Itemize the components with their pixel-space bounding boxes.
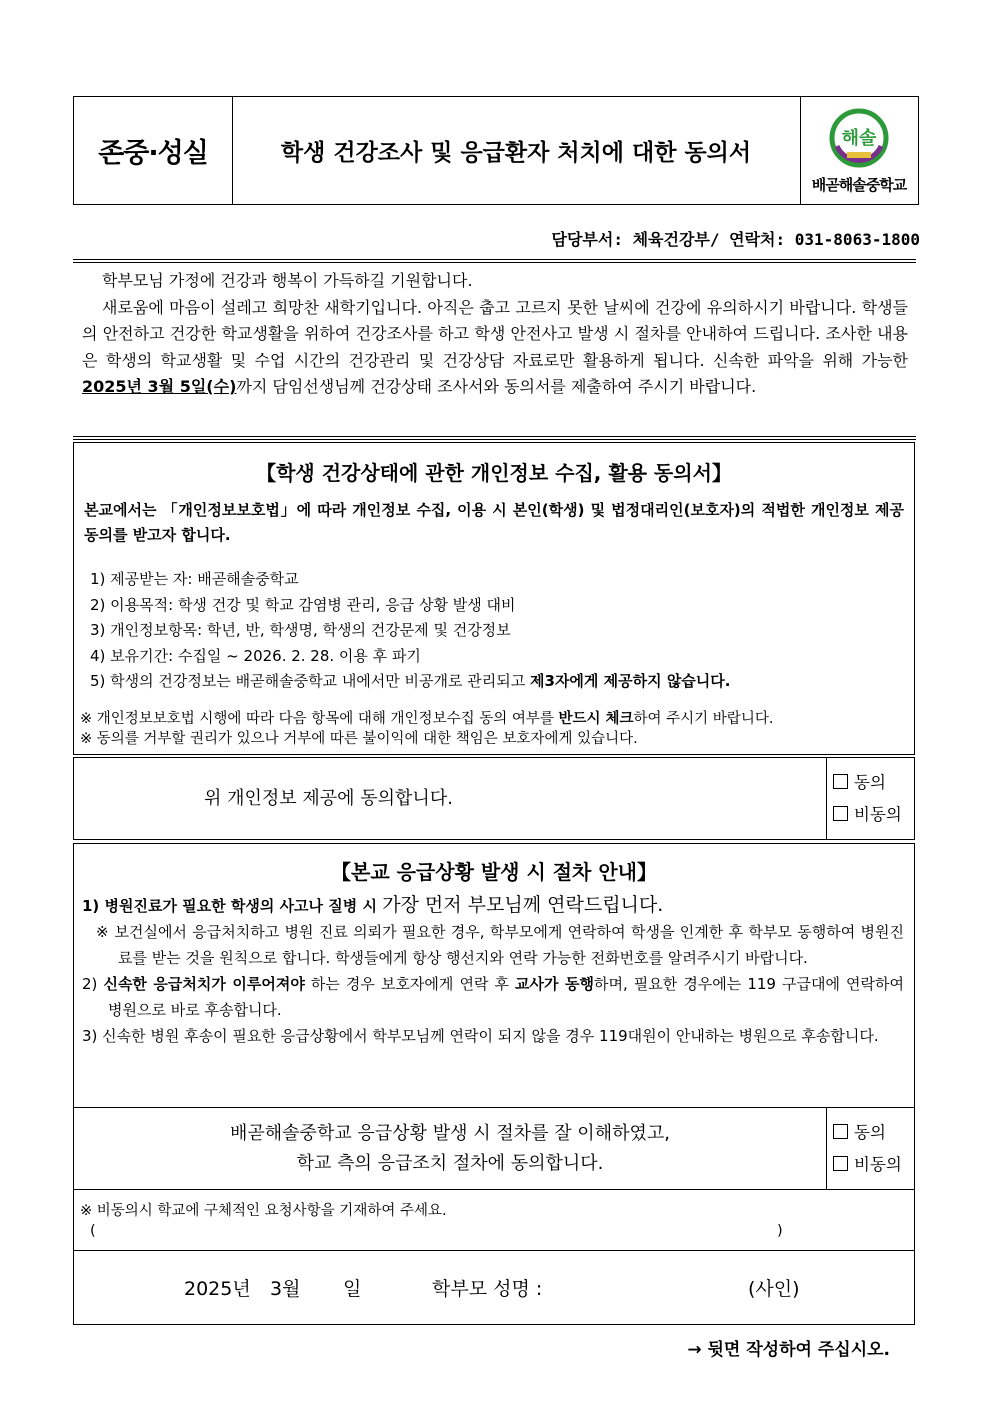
- list-item: 1) 제공받는 자: 배곧해솔중학교: [90, 570, 299, 588]
- procedure-step-3: 3) 신속한 병원 후송이 필요한 응급상황에서 학부모님께 연락이 되지 않을 경우 119대원이 안내하는 병원으로 후송합니다.: [82, 1027, 879, 1045]
- intro-letter: [82, 268, 908, 401]
- privacy-agree-no-checkbox[interactable]: 비동의: [833, 799, 914, 831]
- sign-year: 2025년: [184, 1278, 251, 1300]
- sign-day: 일: [343, 1278, 362, 1300]
- list-item: 3) 개인정보항목: 학년, 반, 학생명, 학생의 건강문제 및 건강정보: [90, 621, 511, 639]
- privacy-agree-text: 위 개인정보 제공에 동의합니다.: [204, 787, 453, 809]
- divider: [73, 259, 916, 260]
- emergency-agree-row: [73, 1107, 915, 1190]
- department-contact: 담당부서: 체육건강부/ 연락처: 031-8063-1800: [551, 230, 920, 249]
- request-note: ※ 비동의시 학교에 구체적인 요청사항을 기재하여 주세요.: [80, 1203, 447, 1219]
- emergency-procedure-title: 【본교 응급상황 발생 시 절차 안내】: [331, 860, 657, 884]
- request-close-paren: ): [777, 1223, 783, 1239]
- privacy-agree-yes-checkbox[interactable]: 동의: [833, 767, 914, 799]
- privacy-consent-section: [73, 442, 915, 755]
- document-title: 학생 건강조사 및 응급환자 처치에 대한 동의서: [232, 97, 801, 204]
- request-open-paren: (: [90, 1223, 96, 1239]
- signature-seal: (사인): [748, 1278, 800, 1300]
- emergency-agree-text: 배곧해솔중학교 응급상황 발생 시 절차를 잘 이해하였고, 학교 측의 응급조치 절차에 동의합니다.: [230, 1122, 670, 1174]
- privacy-agree-options: [826, 758, 914, 839]
- parent-name-label: 학부모 성명 :: [432, 1278, 543, 1300]
- privacy-agree-row: [73, 757, 915, 840]
- footer-note: → 뒷면 작성하여 주십시오.: [687, 1340, 890, 1360]
- emergency-procedure-section: [73, 843, 915, 1108]
- divider: [73, 439, 916, 440]
- procedure-step-1-note: ※ 보건실에서 응급처치하고 병원 진료 의뢰가 필요한 경우, 학부모에게 연락하여 학생을 인계한 후 학부모 동행하여 병원진료를 받는 것을 원칙으로 합니다. 학생들에게 항상 행선지와 연락 가능한 전화번호를 알려주시기 바랍니다.: [96, 923, 904, 967]
- intro-body: 새로움에 마음이 설레고 희망찬 새학기입니다. 아직은 춥고 고르지 못한 날씨에 건강에 유의하시기 바랍니다. 학생들의 안전하고 건강한 학교생활을 위하여 건강조사를 하고 학생 안전사고 발생 시 절차를 안내하여 드립니다. 조사한 내용은 학생의 학교생활 및 수업 시간의 건강관리 및 건강상담 자료로만 활용하게 됩니다. 신속한 파악을 위해 가능한 2025년 3월 5일(수)까지 담임선생님께 건강상태 조사서와 동의서를 제출하여 주시기 바랍니다.: [82, 297, 908, 396]
- sign-month: 3월: [270, 1278, 301, 1300]
- list-item: 5) 학생의 건강정보는 배곧해솔중학교 내에서만 비공개로 관리되고 제3자에게 제공하지 않습니다.: [90, 672, 731, 690]
- signature-row: [73, 1250, 915, 1325]
- svg-text:해솔: 해솔: [841, 128, 877, 149]
- school-motto: 존중·성실: [74, 97, 233, 204]
- divider: [73, 262, 916, 263]
- school-logo-area: [800, 97, 918, 204]
- document-header: [73, 96, 919, 205]
- intro-greeting: 학부모님 가정에 건강과 행복이 가득하길 기원합니다.: [102, 271, 473, 290]
- deadline-date: 2025년 3월 5일(수): [82, 377, 237, 396]
- privacy-consent-items: [90, 567, 730, 695]
- privacy-consent-notes: [80, 709, 773, 749]
- emergency-agree-options: [826, 1108, 914, 1189]
- list-item: 2) 이용목적: 학생 건강 및 학교 감염병 관리, 응급 상황 발생 대비: [90, 595, 516, 614]
- school-name: 배곧해솔중학교: [811, 176, 907, 194]
- emergency-agree-no-checkbox[interactable]: 비동의: [833, 1149, 914, 1181]
- procedure-step-1: 1) 병원진료가 필요한 학생의 사고나 질병 시 가장 먼저 부모님께 연락드립니다.: [82, 894, 664, 916]
- procedure-step-2: 2) 신속한 응급처치가 이루어져야 하는 경우 보호자에게 연락 후 교사가 동행하며, 필요한 경우에는 119 구급대에 연락하여 병원으로 바로 후송합니다.: [82, 975, 904, 1019]
- privacy-consent-lead: 본교에서는 「개인정보보호법」에 따라 개인정보 수집, 이용 시 본인(학생) 및 법정대리인(보호자)의 적법한 개인정보 제공 동의를 받고자 합니다.: [84, 501, 904, 544]
- emergency-procedure-body: [82, 892, 904, 1049]
- privacy-consent-title: 【학생 건강상태에 관한 개인정보 수집, 활용 동의서】: [256, 461, 732, 485]
- note-refusal: ※ 동의를 거부할 권리가 있으나 거부에 따른 불이익에 대한 책임은 보호자에게 있습니다.: [80, 731, 638, 747]
- request-field: [73, 1189, 915, 1251]
- note-check: ※ 개인정보보호법 시행에 따라 다음 항목에 대해 개인정보수집 동의 여부를 반드시 체크하여 주시기 바랍니다.: [80, 711, 774, 727]
- school-logo-icon: [827, 106, 891, 172]
- list-item: 4) 보유기간: 수집일 ~ 2026. 2. 28. 이용 후 파기: [90, 646, 421, 665]
- emergency-agree-yes-checkbox[interactable]: 동의: [833, 1117, 914, 1149]
- divider: [73, 436, 916, 437]
